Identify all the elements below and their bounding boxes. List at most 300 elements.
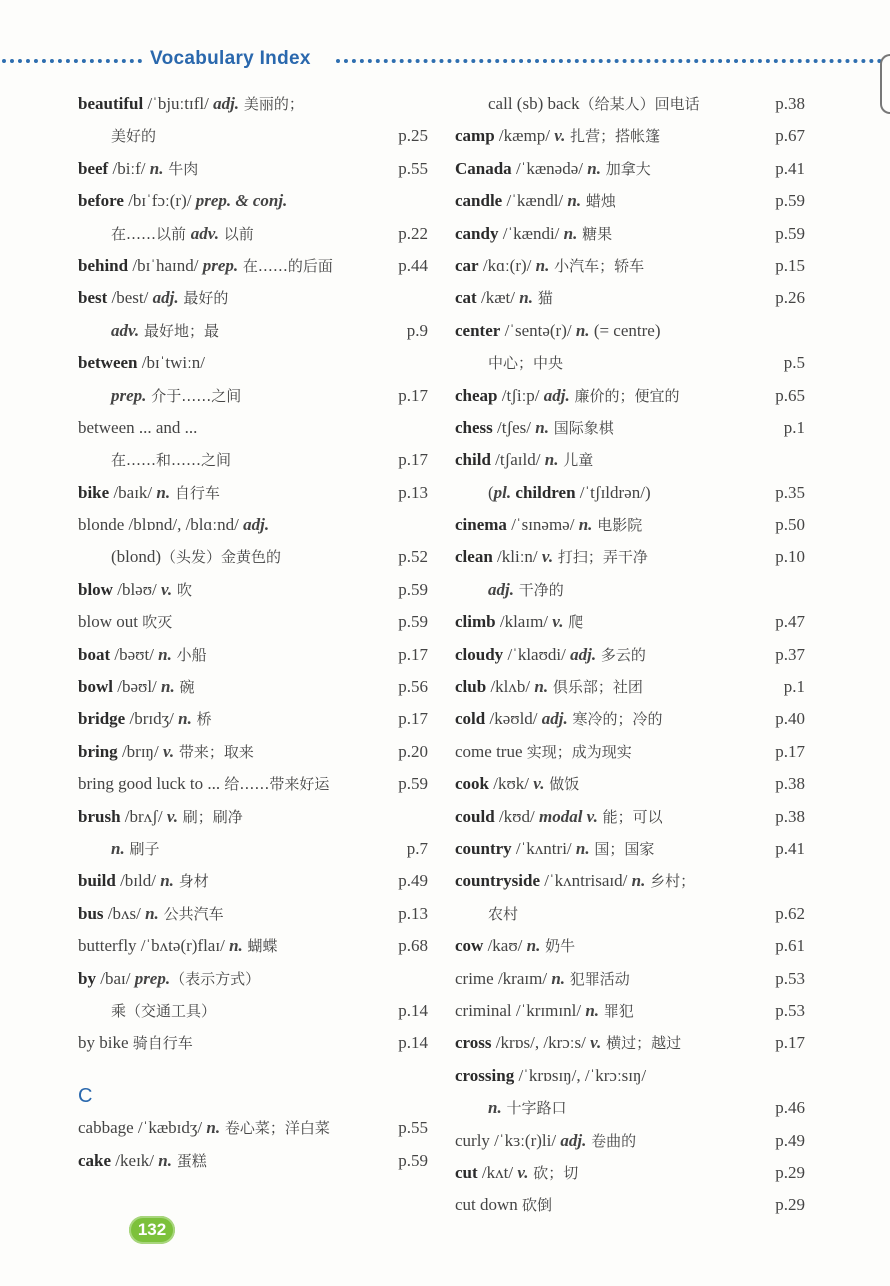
entry-part-of-speech: adj.	[152, 288, 179, 308]
index-entry	[455, 1092, 805, 1124]
entry-headword: bridge	[78, 709, 126, 729]
entry-part-of-speech: n.	[519, 288, 533, 308]
entry-page-ref: p.29	[775, 1162, 805, 1182]
entry-headword: beef	[78, 158, 109, 178]
entry-page-ref: p.44	[398, 255, 428, 275]
entry-phonetic: /brʌʃ/	[120, 806, 167, 826]
entry-meaning: 公共汽车	[158, 904, 224, 923]
entry-text	[455, 250, 644, 282]
entry-part-of-speech: n.	[526, 936, 541, 956]
entry-part-of-speech: prep. & conj.	[195, 191, 288, 211]
entry-text	[78, 865, 209, 897]
entry-meaning: 乘（交通工具）	[111, 1001, 217, 1020]
entry-phonetic: /kəʊld/	[485, 709, 542, 729]
entry-headword: cook	[455, 774, 489, 794]
index-entry	[78, 930, 428, 962]
entry-headword: by	[78, 968, 96, 988]
entry-phonetic: /ˈkrɒsɪŋ/, /ˈkrɔːsɪŋ/	[514, 1065, 647, 1085]
entry-phonetic: /ˈsentə(r)/	[500, 320, 576, 340]
entry-meaning: 寒冷的；冷的	[567, 710, 663, 729]
entry-part-of-speech: n.	[575, 320, 590, 340]
index-entry	[78, 703, 428, 735]
entry-text	[78, 671, 195, 703]
right-column	[455, 88, 805, 1222]
entry-text	[78, 412, 197, 444]
entry-text	[455, 120, 660, 152]
index-entry	[455, 541, 805, 573]
entry-page-ref: p.61	[775, 936, 805, 956]
entry-phonetic: /klaɪm/	[495, 612, 553, 632]
entry-text	[78, 1145, 207, 1177]
entry-headword: bring	[78, 741, 118, 761]
entry-text	[78, 477, 220, 509]
entry-page-ref: p.41	[775, 158, 805, 178]
entry-part-of-speech: n.	[563, 223, 578, 243]
entry-text	[78, 1112, 330, 1144]
entry-part-of-speech: n.	[587, 158, 601, 178]
entry-page-ref: p.17	[398, 709, 428, 729]
entry-page-ref: p.46	[775, 1098, 805, 1118]
entry-text	[78, 444, 231, 476]
entry-meaning: 犯罪活动	[565, 969, 630, 988]
entry-page-ref: p.56	[398, 677, 428, 697]
index-entry	[455, 963, 805, 995]
entry-headword: blow	[78, 579, 113, 599]
entry-text	[78, 703, 212, 735]
entry-text	[455, 1189, 552, 1221]
entry-headword: bike	[78, 482, 110, 502]
entry-text	[455, 185, 616, 217]
entry-phonetic: /kɑː(r)/	[478, 255, 536, 275]
index-entry	[78, 963, 428, 995]
entry-headword: cow	[455, 936, 484, 956]
entry-phonetic: /brɪdʒ/	[125, 709, 179, 729]
index-entry	[78, 1145, 428, 1177]
entry-phonetic: /tʃaɪld/	[490, 450, 545, 470]
entry-headword: between	[78, 353, 138, 373]
entry-page-ref: p.49	[398, 871, 428, 891]
index-entry	[78, 218, 428, 250]
entry-page-ref: p.38	[775, 94, 805, 113]
entry-phonetic: cabbage /ˈkæbɪdʒ/	[78, 1118, 207, 1138]
entry-headword: center	[455, 320, 501, 340]
entry-part-of-speech: n.	[544, 450, 559, 470]
entry-meaning: 糖果	[577, 224, 613, 243]
entry-text	[78, 995, 216, 1027]
entry-part-of-speech: n.	[631, 871, 646, 891]
entry-part-of-speech: n.	[149, 158, 164, 178]
entry-text	[455, 282, 553, 314]
entry-headword: could	[455, 806, 495, 826]
index-entry	[78, 185, 428, 217]
index-entry	[455, 120, 805, 152]
entry-text	[455, 671, 643, 703]
index-entry	[455, 282, 805, 314]
entry-text	[78, 347, 205, 379]
entry-part-of-speech: adj.	[570, 644, 597, 664]
entry-meaning: 国际象棋	[549, 418, 614, 437]
entry-headword: build	[78, 871, 116, 891]
entry-text	[78, 120, 156, 152]
index-entry	[78, 347, 428, 379]
entry-phonetic: /bɪˈtwiːn/	[137, 353, 206, 373]
entry-phonetic: /bəʊl/	[112, 677, 162, 697]
index-entry	[455, 185, 805, 217]
entry-phonetic: (	[488, 482, 494, 502]
index-entry	[78, 380, 428, 412]
entry-meaning: 牛肉	[163, 159, 199, 178]
entry-meaning: 给……带来好运	[224, 775, 330, 794]
entry-meaning: 俱乐部；社团	[548, 678, 643, 697]
entry-meaning: 横过；越过	[601, 1034, 682, 1053]
entry-meaning: 介于……之间	[146, 386, 242, 405]
entry-text	[455, 509, 642, 541]
header-dots-right	[336, 59, 882, 63]
entry-page-ref: p.14	[398, 1000, 428, 1020]
entry-text	[78, 509, 269, 541]
entry-text	[455, 347, 563, 379]
index-entry	[455, 1189, 805, 1221]
index-entry	[455, 801, 805, 833]
entry-page-ref: p.40	[775, 709, 805, 729]
entry-page-ref: p.17	[398, 450, 428, 470]
entry-phonetic: /baɪk/	[109, 482, 157, 502]
entry-page-ref: p.22	[398, 223, 428, 243]
entry-page-ref: p.53	[775, 968, 805, 988]
entry-text	[455, 606, 583, 638]
entry-meaning: 卷曲的	[586, 1131, 637, 1150]
entry-text	[455, 703, 663, 735]
entry-headword: candle	[455, 191, 503, 211]
entry-part-of-speech: n.	[567, 191, 582, 211]
entry-meaning: 猫	[532, 289, 553, 308]
entry-part-of-speech: v.	[517, 1162, 529, 1182]
entry-meaning: 小汽车；轿车	[549, 256, 645, 275]
entry-text	[78, 574, 192, 606]
entry-text	[455, 639, 646, 671]
entry-meaning: 在……以前	[111, 224, 191, 243]
entry-meaning: 爬	[563, 613, 584, 632]
entry-part-of-speech: n.	[578, 515, 593, 535]
entry-part-of-speech: n.	[160, 871, 174, 891]
entry-phonetic: /ˈsɪnəmə/	[506, 515, 579, 535]
index-entry	[455, 703, 805, 735]
entry-headword: before	[78, 191, 124, 211]
entry-headword: country	[455, 838, 512, 858]
index-entry	[78, 412, 428, 444]
entry-phonetic: /tʃiːp/	[497, 385, 544, 405]
entry-text	[455, 574, 564, 606]
entry-text	[78, 153, 198, 185]
entry-phonetic: butterfly /ˈbʌtə(r)flaɪ/	[78, 936, 230, 956]
entry-text	[455, 995, 634, 1027]
entry-headword: beautiful	[78, 94, 144, 113]
index-entry	[455, 218, 805, 250]
entry-phonetic: between ... and ...	[78, 417, 198, 437]
entry-page-ref: p.15	[775, 255, 805, 275]
index-entry	[455, 315, 805, 347]
entry-page-ref: p.35	[775, 482, 805, 502]
entry-part-of-speech: prep.	[134, 968, 171, 988]
entry-meaning: 做饭	[544, 775, 580, 794]
entry-part-of-speech: n.	[229, 936, 243, 956]
entry-phonetic: /kʊd/	[494, 806, 539, 826]
entry-text	[455, 768, 579, 800]
entry-headword: club	[455, 677, 487, 697]
entry-text	[455, 930, 575, 962]
entry-headword: Canada	[455, 158, 512, 178]
entry-phonetic: /bləʊ/	[112, 579, 162, 599]
entry-meaning: 干净的	[513, 580, 564, 599]
entry-page-ref: p.25	[398, 126, 428, 146]
entry-phonetic: /bɪld/	[115, 871, 161, 891]
entry-part-of-speech: n.	[488, 1098, 502, 1118]
entry-text	[455, 88, 700, 120]
entry-page-ref: p.59	[398, 774, 428, 794]
index-entry	[78, 995, 428, 1027]
entry-phonetic: crime /kraɪm/	[455, 968, 552, 988]
entry-meaning: 自行车	[170, 483, 220, 502]
page-number-badge: 132	[129, 1216, 175, 1244]
entry-page-ref: p.59	[398, 612, 428, 632]
entry-page-ref: p.67	[775, 126, 805, 146]
entry-meaning: 奶牛	[540, 937, 576, 956]
entry-letter: C	[78, 1084, 93, 1107]
index-entry	[78, 671, 428, 703]
entry-meaning: 最好地；最	[139, 321, 219, 340]
entry-text	[78, 1080, 92, 1112]
entry-part-of-speech: n.	[551, 968, 566, 988]
entry-page-ref: p.14	[398, 1033, 428, 1053]
entry-page-ref: p.65	[775, 385, 805, 405]
entry-meaning: 实现；成为现实	[526, 742, 632, 761]
entry-meaning: 身材	[173, 872, 209, 891]
entry-part-of-speech: adj.	[541, 709, 568, 729]
entry-headword: cake	[78, 1150, 112, 1170]
entry-meaning: （给某人）回电话	[579, 95, 700, 113]
entry-phonetic: /keɪk/	[111, 1150, 159, 1170]
entry-part-of-speech: n.	[575, 838, 590, 858]
entry-page-ref: p.59	[398, 579, 428, 599]
index-entry	[78, 444, 428, 476]
index-entry	[455, 153, 805, 185]
entry-text	[455, 315, 661, 347]
entry-headword: clean	[455, 547, 493, 567]
entry-meaning: 能；可以	[597, 807, 663, 826]
entry-headword: candy	[455, 223, 499, 243]
entry-headword: cloudy	[455, 644, 504, 664]
entry-page-ref: p.62	[775, 903, 805, 923]
entry-part-of-speech: modal v.	[538, 806, 598, 826]
entry-text	[455, 541, 648, 573]
entry-headword: camp	[455, 126, 495, 146]
entry-page-ref: p.5	[783, 353, 805, 373]
entry-meaning: 以前	[218, 224, 254, 243]
entry-page-ref: p.1	[783, 677, 805, 697]
entry-text	[78, 833, 160, 865]
entry-headword: child	[455, 450, 491, 470]
entry-text	[78, 218, 254, 250]
index-entry	[78, 898, 428, 930]
entry-text	[78, 380, 241, 412]
entry-part-of-speech: adv.	[111, 320, 140, 340]
entry-text	[455, 153, 651, 185]
entry-meaning: 乡村；	[645, 872, 696, 891]
entry-phonetic: /krɒs/, /krɔːs/	[491, 1033, 591, 1053]
entry-text	[455, 412, 614, 444]
index-entry	[78, 736, 428, 768]
entry-page-ref: p.26	[775, 288, 805, 308]
entry-part-of-speech: adj.	[560, 1130, 587, 1150]
entry-meaning: 多云的	[596, 645, 646, 664]
entry-phonetic: /baɪ/	[95, 968, 135, 988]
entry-text	[78, 639, 207, 671]
index-entry	[455, 1027, 805, 1059]
index-entry	[455, 639, 805, 671]
entry-part-of-speech: adv.	[190, 223, 219, 243]
entry-text	[78, 930, 278, 962]
entry-meaning: 美好的	[111, 127, 157, 146]
index-entry	[455, 444, 805, 476]
entry-phonetic: /bɪˈhaɪnd/	[128, 255, 203, 275]
entry-text	[78, 801, 243, 833]
entry-meaning: 十字路口	[501, 1099, 567, 1118]
index-entry	[455, 380, 805, 412]
entry-text	[455, 1027, 681, 1059]
entry-phonetic: /bəʊt/	[110, 644, 159, 664]
entry-phonetic: criminal /ˈkrɪmɪnl/	[455, 1000, 586, 1020]
entry-part-of-speech: v.	[541, 547, 554, 567]
entry-phonetic: /klʌb/	[486, 677, 535, 697]
index-entry	[455, 1060, 805, 1092]
entry-text	[78, 736, 254, 768]
entry-phonetic: /kaʊ/	[483, 936, 527, 956]
entry-meaning: 打扫；弄干净	[553, 548, 648, 567]
entry-part-of-speech: v.	[161, 579, 173, 599]
entry-phonetic: by bike	[78, 1033, 133, 1053]
entry-page-ref: p.13	[398, 482, 428, 502]
entry-page-ref: p.9	[406, 320, 428, 340]
entry-text	[78, 898, 224, 930]
entry-part-of-speech: n.	[161, 677, 175, 697]
index-entry	[455, 509, 805, 541]
index-entry	[78, 477, 428, 509]
entry-phonetic: /brɪŋ/	[117, 741, 163, 761]
entry-text	[78, 185, 287, 217]
entry-meaning: 在……的后面	[238, 256, 333, 275]
page-corner-decoration	[880, 54, 890, 114]
entry-part-of-speech: n.	[158, 644, 172, 664]
entry-phonetic: cut down	[455, 1195, 523, 1215]
index-entry	[455, 671, 805, 703]
entry-phonetic: /ˈbjuːtɪfl/	[143, 94, 214, 113]
entry-phonetic: /tʃes/	[492, 417, 536, 437]
index-entry	[78, 315, 428, 347]
entry-meaning: 美丽的；	[239, 95, 304, 113]
entry-text	[455, 380, 680, 412]
entry-meaning: 骑自行车	[132, 1034, 193, 1053]
entry-phonetic: /kliːn/	[492, 547, 542, 567]
entry-meaning: 电影院	[592, 516, 643, 535]
entry-text	[78, 250, 333, 282]
entry-page-ref: p.55	[398, 158, 428, 178]
entry-meaning: 国；国家	[589, 839, 655, 858]
entry-meaning: 吹灭	[142, 613, 173, 632]
page-header	[0, 46, 890, 76]
entry-headword: boat	[78, 644, 111, 664]
entry-text	[455, 1092, 567, 1124]
entry-phonetic: blow out	[78, 612, 143, 632]
entry-page-ref: p.1	[783, 417, 805, 437]
section-letter	[78, 1080, 428, 1112]
entry-meaning: 农村	[488, 904, 519, 923]
entry-headword: behind	[78, 255, 129, 275]
index-entry	[455, 1125, 805, 1157]
entry-page-ref: p.17	[775, 741, 805, 761]
entry-meaning: 蝴蝶	[242, 937, 278, 956]
entry-headword: bowl	[78, 677, 113, 697]
entry-meaning: 刷子	[124, 839, 160, 858]
index-entry	[78, 509, 428, 541]
entry-text	[455, 865, 695, 897]
entry-phonetic: /bʌs/	[103, 903, 146, 923]
page-title: Vocabulary Index	[150, 48, 311, 69]
entry-text	[455, 477, 651, 509]
index-entry	[78, 1060, 428, 1080]
entry-page-ref: p.52	[398, 547, 428, 567]
entry-part-of-speech: v.	[533, 774, 545, 794]
entry-part-of-speech: prep.	[111, 385, 147, 405]
index-entry	[455, 768, 805, 800]
entry-headword: bus	[78, 903, 104, 923]
entry-page-ref: p.59	[775, 223, 805, 243]
entry-phonetic: /ˈtʃɪldrən/)	[575, 482, 651, 502]
entry-headword: crossing	[455, 1065, 515, 1085]
entry-part-of-speech: n.	[534, 677, 549, 697]
entry-meaning: 儿童	[558, 451, 594, 470]
entry-meaning: 最好的	[178, 289, 229, 308]
index-entry	[78, 250, 428, 282]
entry-text	[78, 768, 329, 800]
entry-page-ref: p.59	[775, 191, 805, 211]
entry-phonetic: /ˈklaʊdi/	[503, 644, 571, 664]
entry-page-ref: p.55	[398, 1118, 428, 1138]
entry-part-of-speech: n.	[535, 417, 549, 437]
index-entry	[455, 477, 805, 509]
index-entry	[455, 865, 805, 897]
entry-part-of-speech: adj.	[213, 94, 240, 113]
entry-text	[455, 963, 630, 995]
entry-part-of-speech: v.	[162, 741, 175, 761]
entry-page-ref: p.38	[775, 774, 805, 794]
index-entry	[78, 639, 428, 671]
entry-phonetic: call (sb) back	[488, 94, 580, 113]
entry-headword: children	[511, 482, 576, 502]
entry-phonetic: curly /ˈkɜː(r)li/	[455, 1130, 561, 1150]
entry-part-of-speech: adj.	[243, 515, 270, 535]
entry-text	[455, 833, 654, 865]
entry-text	[455, 736, 632, 768]
entry-part-of-speech: pl.	[493, 482, 512, 502]
entry-meaning: 蜡烛	[581, 192, 616, 211]
index-entry	[455, 347, 805, 379]
index-entry	[78, 574, 428, 606]
entry-phonetic: /ˈkʌntri/	[511, 838, 576, 858]
entry-headword: cat	[455, 288, 477, 308]
entry-meaning: 小船	[171, 645, 207, 664]
entry-text	[455, 1125, 636, 1157]
entry-phonetic: /ˈkænədə/	[511, 158, 588, 178]
